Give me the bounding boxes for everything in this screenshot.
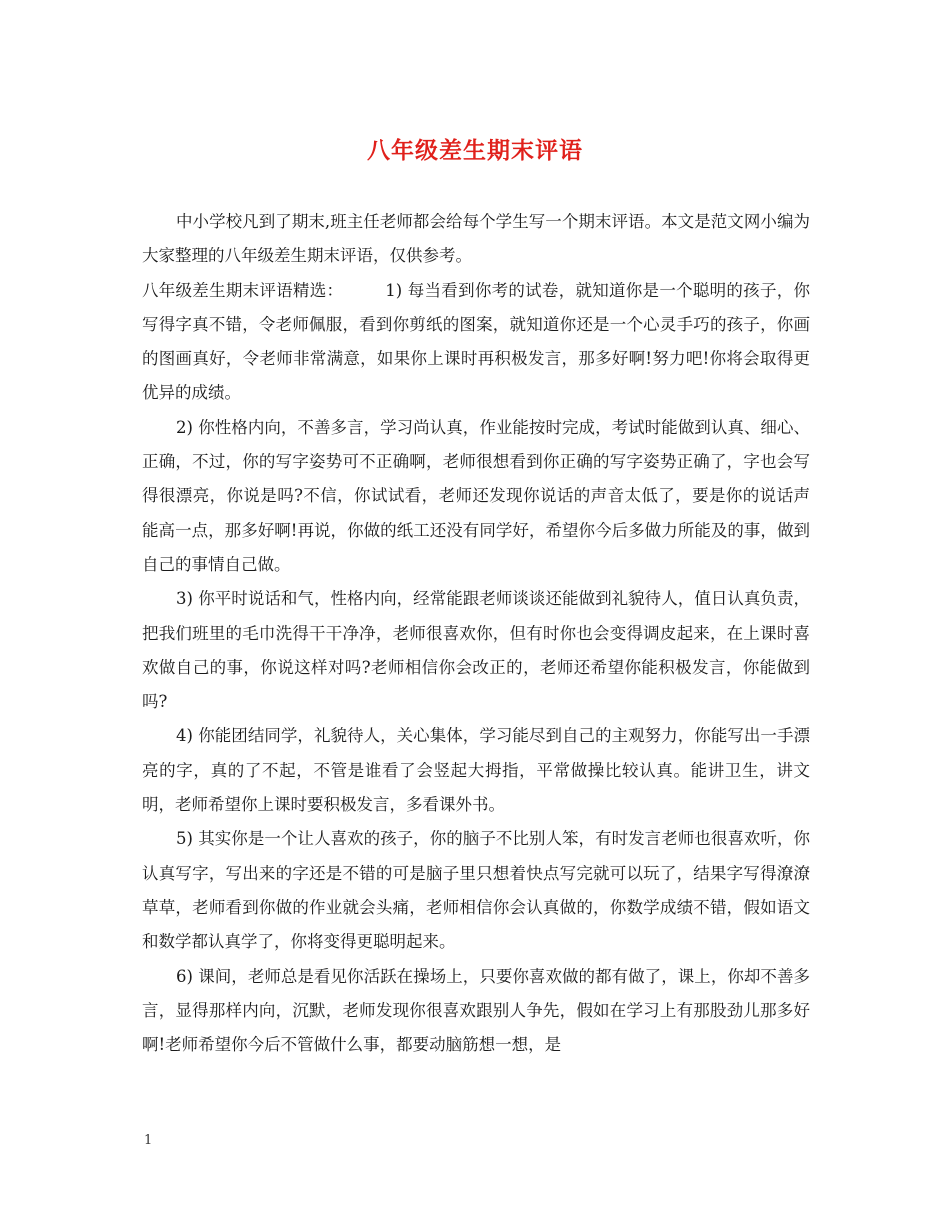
paragraph-comment-3: 3) 你平时说话和气，性格内向，经常能跟老师谈谈还能做到礼貌待人，值日认真负责，把我们班里的毛巾洗得干干净净，老师很喜欢你，但有时你也会变得调皮起来，在上课时喜欢做自己的事，你说这样对吗?老师相信你会改正的，老师还希望你能积极发言，你能做到吗?	[142, 589, 810, 712]
paragraph-comment-5: 5) 其实你是一个让人喜欢的孩子，你的脑子不比别人笨，有时发言老师也很喜欢听，你认真写字，写出来的字还是不错的可是脑子里只想着快点写完就可以玩了，结果字写得潦潦草草，老师看到你做的作业就会头痛，老师相信你会认真做的，你数学成绩不错，假如语文和数学都认真学了，你将变得更聪明起来。	[142, 829, 810, 952]
document-title: 八年级差生期末评语	[367, 138, 583, 164]
paragraph-comment-4: 4) 你能团结同学，礼貌待人，关心集体，学习能尽到自己的主观努力，你能写出一手漂亮的字，真的了不起，不管是谁看了会竖起大拇指，平常做操比较认真。能讲卫生，讲文明，老师希望你上课时要积极发言，多看课外书。	[142, 726, 810, 815]
paragraph-intro: 中小学校凡到了期末,班主任老师都会给每个学生写一个期末评语。本文是范文网小编为大家整理的八年级差生期末评语，仅供参考。	[142, 212, 810, 266]
paragraph-comment-6: 6) 课间，老师总是看见你活跃在操场上，只要你喜欢做的都有做了，课上，你却不善多言，显得那样内向，沉默，老师发现你很喜欢跟别人争先，假如在学习上有那股劲儿那多好啊!老师希望你今后不管做什么事，都要动脑筋想一想，是	[142, 966, 810, 1055]
paragraph-comment-2: 2) 你性格内向，不善多言，学习尚认真，作业能按时完成，考试时能做到认真、细心、正确，不过，你的写字姿势可不正确啊，老师很想看到你正确的写字姿势正确了，字也会写得很漂亮，你说是吗?不信，你试试看，老师还发现你说话的声音太低了，要是你的说话声能高一点，那多好啊!再说，你做的纸工还没有同学好，希望你今后多做力所能及的事，做到自己的事情自己做。	[142, 417, 810, 574]
page-number: 1	[144, 1133, 153, 1148]
document-body	[142, 205, 810, 1062]
paragraph-comment-1: 八年级差生期末评语精选： 1) 每当看到你考的试卷，就知道你是一个聪明的孩子，你写得字真不错，令老师佩服，看到你剪纸的图案，就知道你还是一个心灵手巧的孩子，你画的图画真好，令老师非常满意，如果你上课时再积极发言，那多好啊!努力吧!你将会取得更优异的成绩。	[142, 280, 810, 403]
